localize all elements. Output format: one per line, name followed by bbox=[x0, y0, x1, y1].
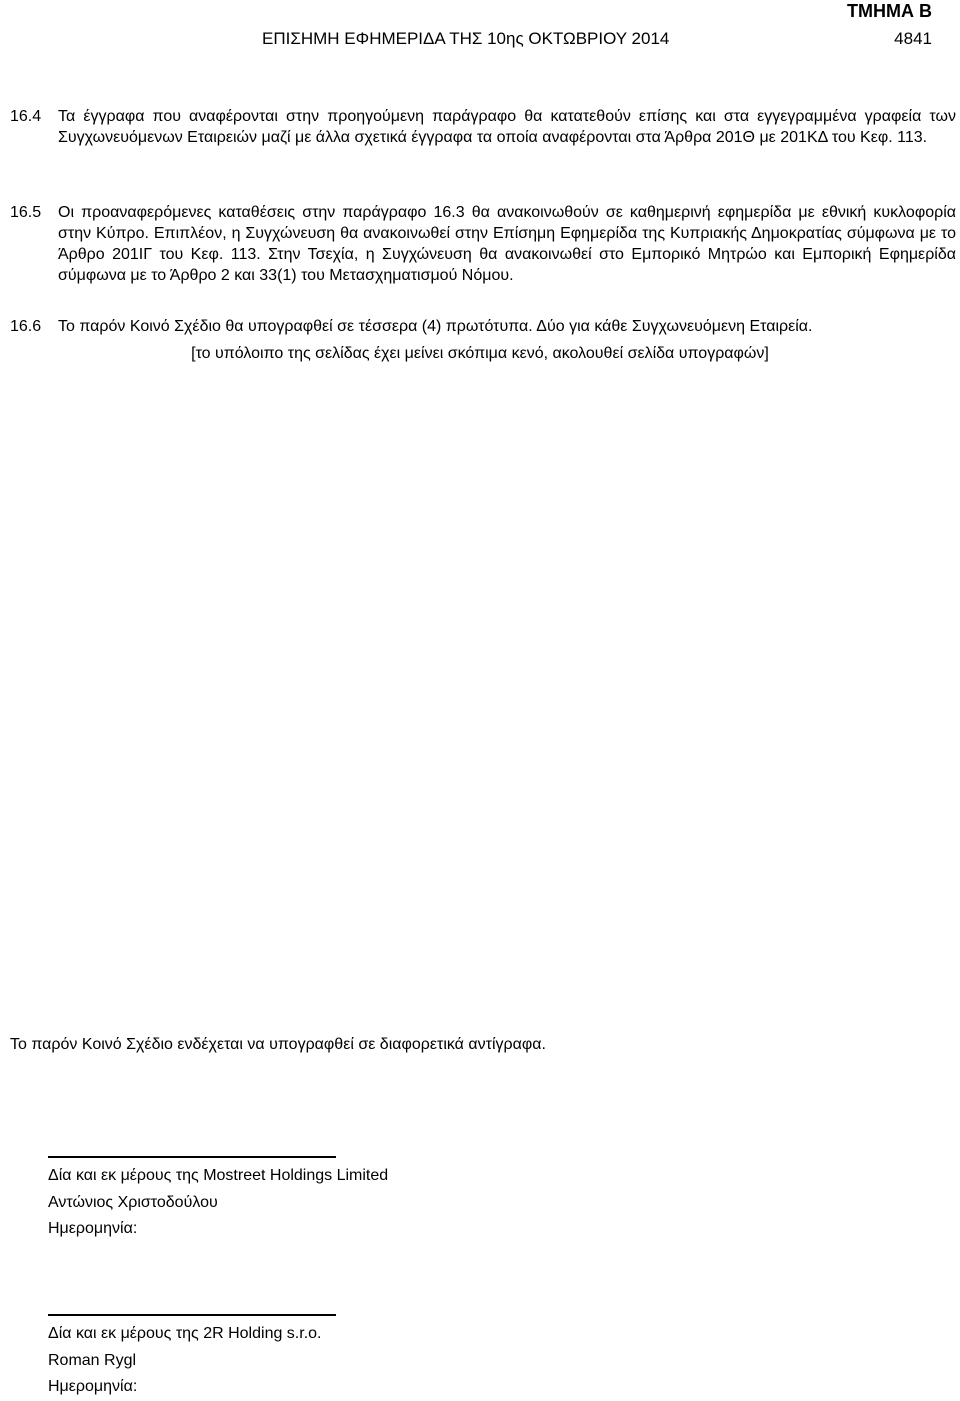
signature-date-label: Ημερομηνία: bbox=[48, 1220, 138, 1237]
paragraph-16-4 bbox=[10, 106, 956, 148]
signature-on-behalf: Δία και εκ μέρους της Mostreet Holdings Limited bbox=[48, 1167, 389, 1184]
paragraph-16-5 bbox=[10, 202, 956, 286]
signature-line bbox=[48, 1314, 336, 1316]
gazette-title: ΕΠΙΣΗΜΗ ΕΦΗΜΕΡΙΔΑ ΤΗΣ 10ης ΟΚΤΩΒΡΙΟΥ 2014 bbox=[262, 29, 670, 48]
counterparts-clause: Το παρόν Κοινό Σχέδιο ενδέχεται να υπογραφθεί σε διαφορετικά αντίγραφα. bbox=[10, 1036, 546, 1053]
paragraph-number: 16.6 bbox=[10, 318, 42, 335]
paragraph-number: 16.4 bbox=[10, 108, 42, 125]
intentionally-blank-note: [το υπόλοιπο της σελίδας έχει μείνει σκόπιμα κενό, ακολουθεί σελίδα υπογραφών] bbox=[191, 345, 769, 362]
paragraph-text: Το παρόν Κοινό Σχέδιο θα υπογραφθεί σε τέσσερα (4) πρωτότυπα. Δύο για κάθε Συγχωνευόμενη Εταιρεία. bbox=[58, 318, 813, 335]
signature-block-mostreet bbox=[48, 1163, 388, 1243]
paragraph-text: Οι προαναφερόμενες καταθέσεις στην παράγραφο 16.3 θα ανακοινωθούν σε καθημερινή εφημερίδα με εθνική κυκλοφορία στην Κύπρο. Επιπλέον, η Συγχώνευση θα ανακοινωθεί στην Επίσημη Εφημερίδα της Κυπριακής Δημοκρατίας σύμφωνα με το Άρθρο 201ΙΓ του Κεφ. 113. Στην Τσεχία, η Συγχώνευση θα ανακοινωθεί στο Εμπορικό Μητρώο και Εμπορική Εφημερίδα σύμφωνα με το Άρθρο 2 και 33(1) του Μετασχηματισμού Νόμου. bbox=[58, 204, 956, 284]
signature-line bbox=[48, 1156, 336, 1158]
signature-on-behalf: Δία και εκ μέρους της 2R Holding s.r.o. bbox=[48, 1325, 322, 1342]
paragraph-number: 16.5 bbox=[10, 204, 42, 221]
paragraph-text: Τα έγγραφα που αναφέρονται στην προηγούμενη παράγραφο θα κατατεθούν επίσης και στα εγγεγραμμένα γραφεία των Συγχωνευόμενων Εταιρειών μαζί με άλλα σχετικά έγγραφα τα οποία αναφέρονται στα Άρθρα 201Θ με 201ΚΔ του Κεφ. 113. bbox=[58, 108, 956, 146]
signature-date-label: Ημερομηνία: bbox=[48, 1378, 138, 1395]
paragraph-16-6 bbox=[10, 316, 956, 337]
signature-block-2r-holding bbox=[48, 1321, 321, 1401]
page-number: 4841 bbox=[894, 29, 932, 48]
signatory-name: Roman Rygl bbox=[48, 1351, 137, 1369]
signatory-name: Αντώνιος Χριστοδούλου bbox=[48, 1193, 218, 1211]
section-label: ΤΜΗΜΑ Β bbox=[847, 1, 932, 21]
gazette-header bbox=[262, 28, 932, 50]
